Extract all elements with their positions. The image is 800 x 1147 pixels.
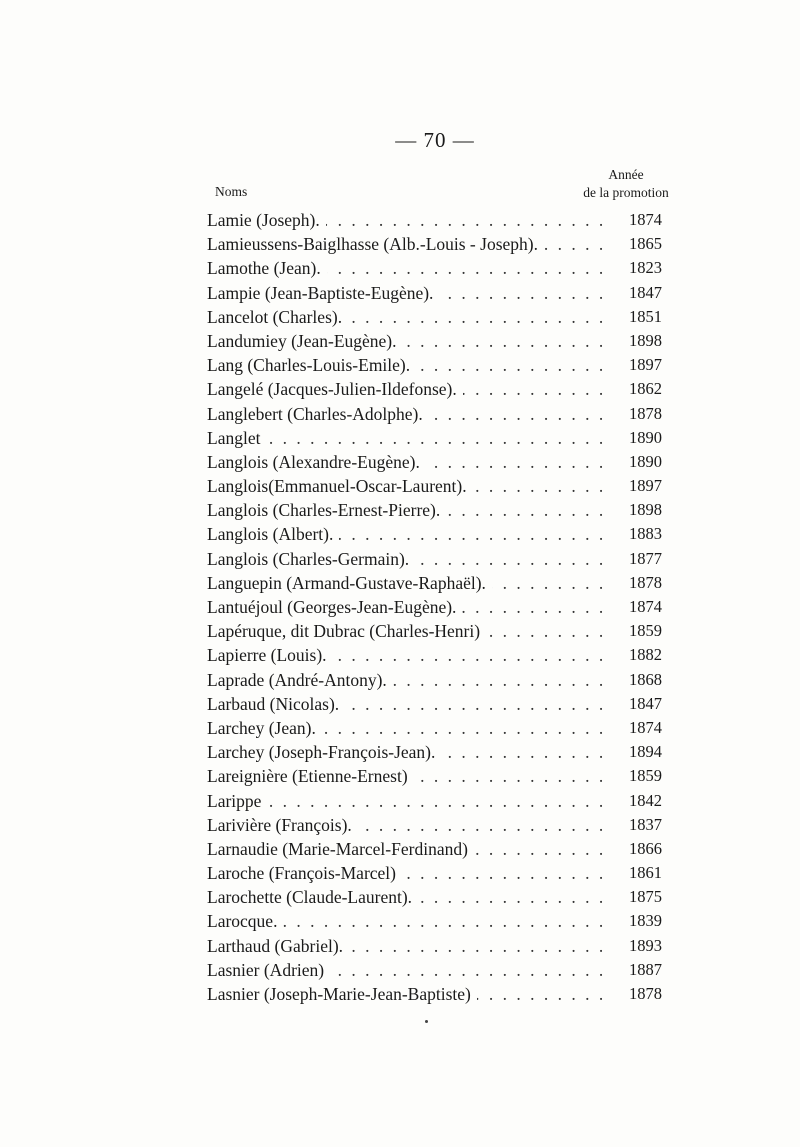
names-list [207,208,662,1006]
list-item [207,982,662,1006]
list-item [207,329,662,353]
person-name: Lancelot (Charles). [207,307,348,327]
promotion-year: 1874 [629,597,662,616]
column-header-annee [556,166,696,202]
promotion-year: 1837 [629,814,662,834]
person-name: Larochette (Claude-Laurent). [207,887,418,907]
promotion-year: 1894 [629,742,662,762]
list-item [207,764,662,788]
person-name: Langlebert (Charles-Adolphe). [207,404,429,424]
list-item [207,909,662,933]
column-header-annee-line1: Année [608,167,644,182]
person-name: Larippe [207,791,267,811]
promotion-year: 1878 [629,403,662,423]
list-item [207,643,662,667]
person-name: Lamie (Joseph). [207,210,326,230]
person-name: Larthaud (Gabriel). [207,936,349,956]
person-name: Lapéruque, dit Dubrac (Charles-Henri) [207,621,486,641]
list-item [207,281,662,305]
promotion-year: 1882 [629,645,662,665]
person-name: Lang (Charles-Louis-Emile). [207,355,416,375]
person-name: Lapierre (Louis). [207,645,333,665]
list-item [207,474,662,498]
list-item [207,208,662,232]
list-item [207,232,662,256]
promotion-year: 1874 [629,210,662,229]
list-item [207,861,662,885]
person-name: Lantuéjoul (Georges-Jean-Eugène). [207,597,462,617]
list-item [207,377,662,401]
promotion-year: 1862 [629,379,662,399]
list-item [207,522,662,546]
person-name: Lamieussens-Baiglhasse (Alb.-Louis - Joseph). [207,234,544,254]
promotion-year: 1866 [629,838,662,858]
list-item [207,692,662,716]
person-name: Larbaud (Nicolas). [207,694,345,714]
promotion-year: 1859 [629,766,662,786]
person-name: Larocque. [207,911,283,931]
list-item [207,450,662,474]
list-item [207,547,662,571]
list-item [207,256,662,280]
list-item [207,498,662,522]
promotion-year: 1878 [629,572,662,592]
person-name: Langlois (Charles-Ernest-Pierre). [207,500,446,520]
person-name: Langlois (Alexandre-Eugène). [207,452,426,472]
list-item [207,813,662,837]
person-name: Lasnier (Joseph-Marie-Jean-Baptiste) [207,984,477,1004]
person-name: Larnaudie (Marie-Marcel-Ferdinand) [207,839,474,859]
promotion-year: 1897 [629,355,662,375]
promotion-year: 1823 [629,258,662,278]
person-name: Larchey (Jean). [207,718,322,738]
ink-mark [425,1020,428,1023]
person-name: Lampie (Jean-Baptiste-Eugène). [207,283,439,303]
page-number: — 70 — [395,128,475,152]
list-item [207,716,662,740]
promotion-year: 1875 [629,887,662,907]
person-name: Larivière (François). [207,815,358,835]
column-header-annee-line2: de la promotion [583,185,669,200]
person-name: Lamothe (Jean). [207,258,327,278]
promotion-year: 1861 [629,863,662,883]
column-header-noms: Noms [215,184,248,199]
person-name: Larchey (Joseph-François-Jean). [207,742,441,762]
person-name: Languepin (Armand-Gustave-Raphaël). [207,573,492,593]
promotion-year: 1851 [629,306,662,326]
promotion-year: 1878 [629,984,662,1003]
promotion-year: 1883 [629,524,662,544]
list-item [207,958,662,982]
person-name: Langlois (Charles-Germain). [207,549,415,569]
list-item [207,837,662,861]
list-item [207,353,662,377]
promotion-year: 1865 [629,234,662,254]
promotion-year: 1847 [629,693,662,713]
person-name: Laprade (André-Antony). [207,670,393,690]
person-name: Lareignière (Etienne-Ernest) [207,766,414,786]
person-name: Langlois (Albert). [207,524,339,544]
list-item [207,402,662,426]
person-name: Laroche (François-Marcel) [207,863,402,883]
list-item [207,885,662,909]
list-item [207,595,662,619]
list-item [207,426,662,450]
promotion-year: 1898 [629,330,662,350]
person-name: Langlois(Emmanuel-Oscar-Laurent). [207,476,473,496]
promotion-year: 1842 [629,790,662,810]
promotion-year: 1874 [629,717,662,737]
person-name: Landumiey (Jean-Eugène). [207,331,403,351]
promotion-year: 1897 [629,476,662,496]
promotion-year: 1839 [629,911,662,931]
person-name: Langlet [207,428,266,448]
promotion-year: 1847 [629,282,662,302]
promotion-year: 1898 [629,500,662,520]
person-name: Lasnier (Adrien) [207,960,330,980]
promotion-year: 1868 [629,669,662,689]
promotion-year: 1887 [629,959,662,979]
list-item [207,789,662,813]
promotion-year: 1859 [629,621,662,641]
list-item [207,571,662,595]
list-item [207,668,662,692]
list-item [207,934,662,958]
promotion-year: 1893 [629,935,662,955]
person-name: Langelé (Jacques-Julien-Ildefonse). [207,379,463,399]
promotion-year: 1877 [629,548,662,568]
list-item [207,740,662,764]
list-item [207,305,662,329]
promotion-year: 1890 [629,427,662,447]
promotion-year: 1890 [629,451,662,471]
list-item [207,619,662,643]
